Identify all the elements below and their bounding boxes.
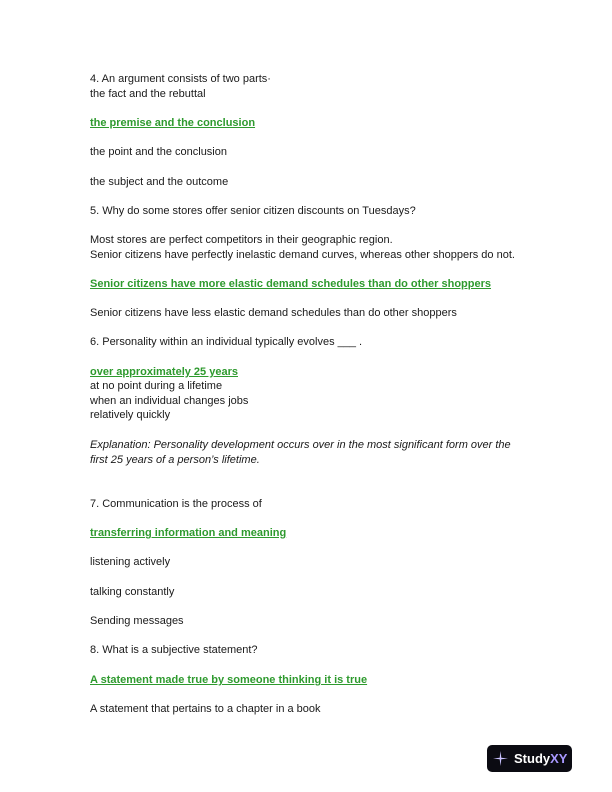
q7-correct-answer: transferring information and meaning: [90, 527, 287, 539]
plus-star-icon: [493, 751, 508, 766]
q8-correct-answer: A statement made true by someone thinking it is true: [90, 674, 368, 686]
q8-option-2: A statement that pertains to a chapter in a book: [90, 703, 321, 715]
studyxy-logo-badge[interactable]: [487, 745, 572, 772]
q4-option-4: the subject and the outcome: [90, 176, 229, 188]
question-4: 4. An argument consists of two parts·: [90, 73, 271, 85]
q4-option-1: the fact and the rebuttal: [90, 88, 206, 100]
logo-text-study: Study: [514, 751, 551, 766]
q7-option-3: talking constantly: [90, 586, 175, 598]
q7-option-4: Sending messages: [90, 615, 184, 627]
question-8: 8. What is a subjective statement?: [90, 644, 258, 656]
q6-explanation-line-1: Explanation: Personality development occurs over in the most significant form over the: [90, 439, 511, 451]
q4-option-3: the point and the conclusion: [90, 146, 227, 158]
q5-option-2: Senior citizens have perfectly inelastic demand curves, whereas other shoppers do not.: [90, 249, 515, 261]
q7-option-2: listening actively: [90, 556, 171, 568]
question-7: 7. Communication is the process of: [90, 498, 262, 510]
q6-correct-answer: over approximately 25 years: [90, 366, 238, 378]
q5-correct-answer: Senior citizens have more elastic demand schedules than do other shoppers: [90, 278, 492, 290]
question-6: 6. Personality within an individual typically evolves ___ .: [90, 336, 363, 348]
question-5: 5. Why do some stores offer senior citizen discounts on Tuesdays?: [90, 205, 416, 217]
q6-option-2: at no point during a lifetime: [90, 380, 223, 392]
q5-option-4: Senior citizens have less elastic demand schedules than do other shoppers: [90, 307, 457, 319]
logo-text-xy: XY: [550, 751, 568, 766]
q6-option-3: when an individual changes jobs: [90, 395, 249, 407]
q6-option-4: relatively quickly: [90, 409, 171, 421]
studyxy-logo-text: [514, 750, 567, 767]
q5-option-1: Most stores are perfect competitors in their geographic region.: [90, 234, 393, 246]
q6-explanation-line-2: first 25 years of a person’s lifetime.: [90, 454, 260, 466]
q4-correct-answer: the premise and the conclusion: [90, 117, 256, 129]
